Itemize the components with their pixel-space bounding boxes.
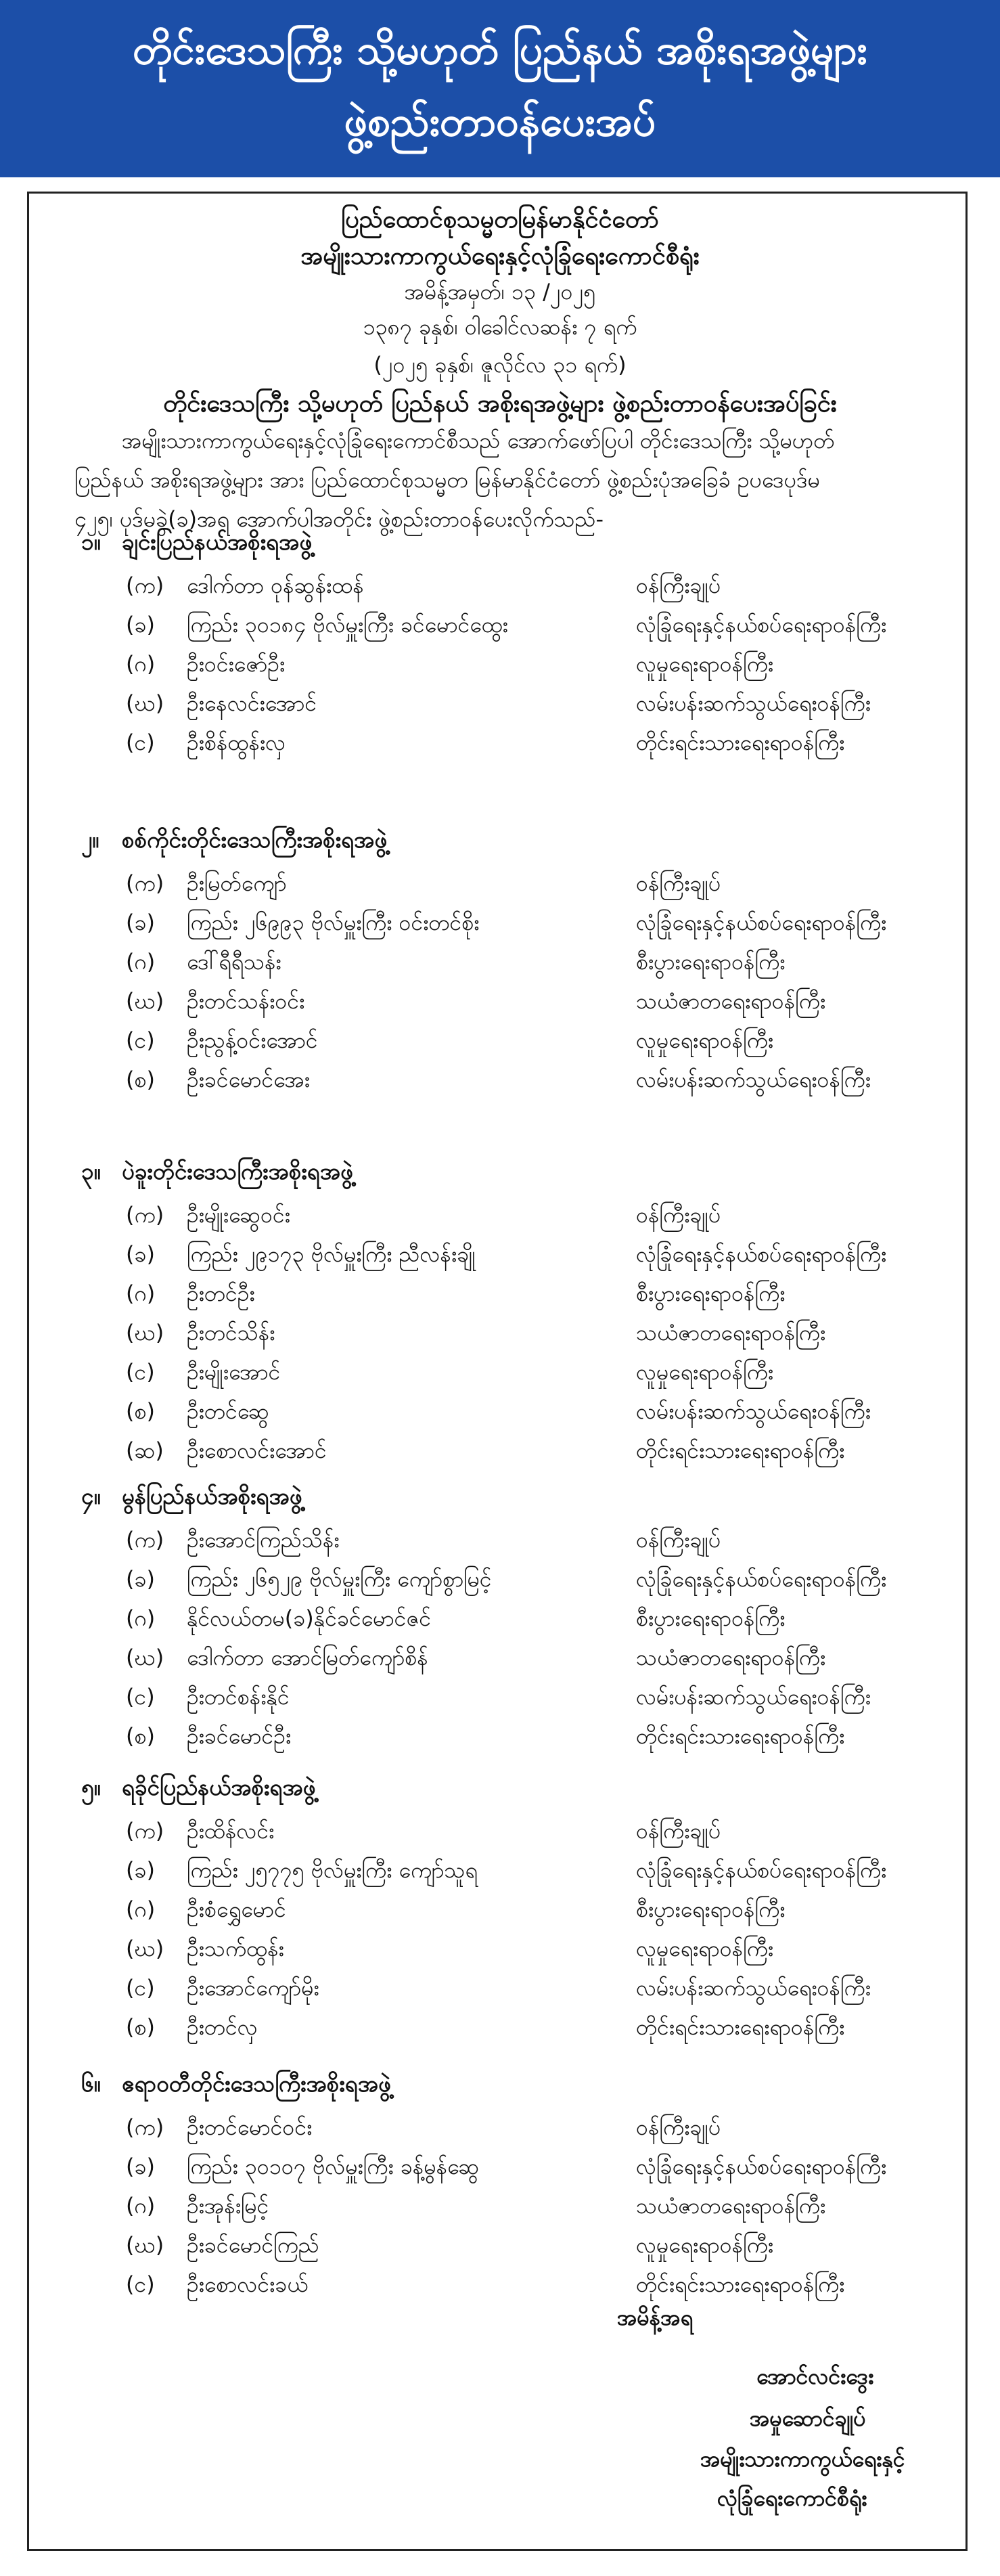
member-label: (ခ) [126,2154,155,2179]
member-label: (စ) [126,1398,155,1424]
member-label: (င) [126,1975,155,2001]
section-number: ၁။ [81,529,101,555]
title-banner [0,0,1000,177]
member-role: သယံဇာတရေးရာဝန်ကြီး [636,1320,826,1346]
member-role: လူမှုရေးရာဝန်ကြီး [636,651,774,677]
member-role: လမ်းပန်းဆက်သွယ်ရေးဝန်ကြီး [636,1975,871,2001]
member-name: ဦးတင်သိန်း [187,1320,275,1346]
section-title: မွန်ပြည်နယ်အစိုးရအဖွဲ့ [122,1483,302,1509]
member-name: ဦးတင်မောင်ဝင်း [187,2114,313,2140]
member-role: စီးပွားရေးရာဝန်ကြီး [636,1605,786,1631]
member-name: ကြည်း ၃၀၁၈၄ ဗိုလ်မှူးကြီး ခင်မောင်ထွေး [187,612,508,638]
header-date-myanmar: ၁၃၈၇ ခုနှစ်၊ ဝါခေါင်လဆန်း ၇ ရက် [363,314,637,340]
member-role: လုံခြုံရေးနှင့်နယ်စပ်ရေးရာဝန်ကြီး [636,910,887,935]
member-role: လမ်းပန်းဆက်သွယ်ရေးဝန်ကြီး [636,690,871,716]
member-role: စီးပွားရေးရာဝန်ကြီး [636,949,786,975]
member-name: ဦးစိန်ထွန်းလှ [187,730,286,755]
member-label: (င) [126,1359,155,1385]
member-label: (ခ) [126,910,155,935]
member-label: (င) [126,730,155,755]
member-role: ဝန်ကြီးချုပ် [636,1818,721,1844]
member-name: ဦးတင်ဆွေ [187,1398,269,1424]
member-role: တိုင်းရင်းသားရေးရာဝန်ကြီး [636,2271,845,2297]
member-name: ဦးနေလင်းအောင် [187,690,317,716]
section-title: ချင်းပြည်နယ်အစိုးရအဖွဲ့ [122,529,313,555]
member-label: (ခ) [126,1857,155,1883]
member-label: (ဃ) [126,988,164,1014]
member-label: (င) [126,1027,155,1053]
intro-paragraph [74,421,934,539]
member-label: (ဃ) [126,2232,164,2258]
member-role: လုံခြုံရေးနှင့်နယ်စပ်ရေးရာဝန်ကြီး [636,1566,887,1592]
section-number: ၆။ [81,2070,101,2097]
member-name: ဦးအောင်ကြည်သိန်း [187,1527,340,1553]
member-name: ဦးညွန့်ဝင်းအောင် [187,1027,318,1053]
member-role: လူမှုရေးရာဝန်ကြီး [636,1359,774,1385]
section-title: ပဲခူးတိုင်းဒေသကြီးအစိုးရအဖွဲ့ [122,1158,353,1184]
member-name: ဒေါ်ရီရီသန်း [187,949,281,975]
member-name: ဦးစောလင်းအောင် [187,1438,327,1463]
member-name: ဦးအောင်ကျော်မိုး [187,1975,319,2001]
banner-line-1: တိုင်းဒေသကြီး သို့မဟုတ် ပြည်နယ် အစိုးရအဖွဲ့များ [133,26,867,74]
member-name: ဦးသက်ထွန်း [187,1936,284,1961]
member-label: (ဂ) [126,949,156,975]
member-role: စီးပွားရေးရာဝန်ကြီး [636,1281,786,1306]
member-role: ဝန်ကြီးချုပ် [636,573,721,598]
section-number: ၅။ [81,1774,101,1800]
member-role: ဝန်ကြီးချုပ် [636,2114,721,2140]
member-label: (ဂ) [126,2193,156,2219]
member-name: ဦးမြတ်ကျော် [187,870,287,896]
member-label: (က) [126,573,164,598]
member-name: ဦးထိန်လင်း [187,1818,275,1844]
section-title: ဧရာဝတီတိုင်းဒေသကြီးအစိုးရအဖွဲ့ [122,2070,391,2097]
member-role: လုံခြုံရေးနှင့်နယ်စပ်ရေးရာဝန်ကြီး [636,2154,887,2179]
member-name: ဦးတင်သန်းဝင်း [187,988,305,1014]
member-name: ဦးအုန်းမြင့် [187,2193,269,2219]
section-heading [81,2070,391,2103]
section-title: ရခိုင်ပြည်နယ်အစိုးရအဖွဲ့ [122,1774,316,1800]
section-heading [81,826,387,859]
header-office: အမျိုးသားကာကွယ်ရေးနှင့်လုံခြုံရေးကောင်စီရုံး [300,242,700,270]
member-label: (ဃ) [126,690,164,716]
member-label: (ဃ) [126,1936,164,1961]
signatory-name: အောင်လင်းဒွေး [756,2363,874,2389]
member-name: ကြည်း ၂၉၁၇၃ ဗိုလ်မှူးကြီး ညီလန်းချို [187,1241,476,1267]
member-role: လမ်းပန်းဆက်သွယ်ရေးဝန်ကြီး [636,1684,871,1710]
intro-line-1: အမျိုးသားကာကွယ်ရေးနှင့်လုံခြုံရေးကောင်စီသည် အောက်ဖော်ပြပါ တိုင်းဒေသကြီး သို့မဟုတ် [122,428,835,453]
member-name: ကြည်း ၂၆၅၂၉ ဗိုလ်မှူးကြီး ကျော်စွာမြင့် [187,1566,492,1592]
member-role: စီးပွားရေးရာဝန်ကြီး [636,1896,786,1922]
section-heading [81,1773,316,1806]
member-label: (င) [126,2271,155,2297]
section-number: ၄။ [81,1483,101,1509]
member-name: ကြည်း ၃၀၁၀၇ ဗိုလ်မှူးကြီး ခန့်မွန်ဆွေ [187,2154,480,2179]
header-country: ပြည်ထောင်စုသမ္မတမြန်မာနိုင်ငံတော် [341,206,659,234]
header-order-number: အမိန့်အမှတ်၊ ၁၃ /၂၀၂၅ [404,279,596,305]
member-role: တိုင်းရင်းသားရေးရာဝန်ကြီး [636,2014,845,2040]
member-label: (ဂ) [126,651,156,677]
member-role: ဝန်ကြီးချုပ် [636,870,721,896]
member-label: (က) [126,870,164,896]
member-role: သယံဇာတရေးရာဝန်ကြီး [636,1645,826,1670]
member-role: တိုင်းရင်းသားရေးရာဝန်ကြီး [636,730,845,755]
member-role: လုံခြုံရေးနှင့်နယ်စပ်ရေးရာဝန်ကြီး [636,1241,887,1267]
member-label: (စ) [126,1723,155,1749]
member-label: (ခ) [126,1566,155,1592]
header-title: တိုင်းဒေသကြီး သို့မဟုတ် ပြည်နယ် အစိုးရအဖွဲ့များ ဖွဲ့စည်းတာဝန်ပေးအပ်ခြင်း [163,390,837,418]
member-name: ဦးမျိုးဆွေဝင်း [187,1202,290,1228]
member-name: ဦးတင်လှ [187,2014,258,2040]
member-name: နိုင်လယ်တမ(ခ)နိုင်ခင်မောင်ဇင် [187,1605,432,1631]
signatory-office-line-1: အမျိုးသားကာကွယ်ရေးနှင့် [700,2446,905,2472]
signatory-title: အမှုဆောင်ချုပ် [750,2405,866,2431]
section-title: စစ်ကိုင်းတိုင်းဒေသကြီးအစိုးရအဖွဲ့ [122,826,388,853]
member-label: (က) [126,1202,164,1228]
header-date-gregorian: (၂၀၂၅ ခုနှစ်၊ ဇူလိုင်လ ၃၁ ရက်) [373,352,627,378]
member-label: (ဂ) [126,1605,156,1631]
section-heading [81,1482,302,1515]
member-role: သယံဇာတရေးရာဝန်ကြီး [636,988,826,1014]
member-role: သယံဇာတရေးရာဝန်ကြီး [636,2193,826,2219]
member-role: ဝန်ကြီးချုပ် [636,1202,721,1228]
member-role: ဝန်ကြီးချုပ် [636,1527,721,1553]
intro-line-3: ၄၂၅၊ ပုဒ်မခွဲ(ခ)အရ အောက်ပါအတိုင်း ဖွဲ့စည်းတာဝန်ပေးလိုက်သည်- [74,506,604,532]
banner-line-2: ဖွဲ့စည်းတာဝန်ပေးအပ် [344,98,656,146]
member-name: ကြည်း ၂၆၉၉၃ ဗိုလ်မှူးကြီး ဝင်းတင်စိုး [187,910,480,935]
closing-by-order: အမိန့်အရ [617,2305,693,2330]
member-label: (ဆ) [126,1438,164,1463]
member-name: ဒေါက်တာ ဝုန်ဆွန်းထန် [187,573,364,598]
member-label: (က) [126,1527,164,1553]
member-role: လူမှုရေးရာဝန်ကြီး [636,2232,774,2258]
member-name: ကြည်း ၂၅၇၇၅ ဗိုလ်မှူးကြီး ကျော်သူရ [187,1857,478,1883]
section-number: ၂။ [81,826,99,853]
signatory-office-line-2: လုံခြုံရေးကောင်စီရုံး [717,2485,867,2511]
member-label: (က) [126,1818,164,1844]
member-role: လုံခြုံရေးနှင့်နယ်စပ်ရေးရာဝန်ကြီး [636,612,887,638]
member-role: တိုင်းရင်းသားရေးရာဝန်ကြီး [636,1438,845,1463]
member-role: လူမှုရေးရာဝန်ကြီး [636,1936,774,1961]
member-label: (ခ) [126,612,155,638]
member-role: လမ်းပန်းဆက်သွယ်ရေးဝန်ကြီး [636,1067,871,1092]
member-role: လူမှုရေးရာဝန်ကြီး [636,1027,774,1053]
member-label: (က) [126,2114,164,2140]
member-label: (င) [126,1684,155,1710]
member-role: တိုင်းရင်းသားရေးရာဝန်ကြီး [636,1723,845,1749]
member-role: လမ်းပန်းဆက်သွယ်ရေးဝန်ကြီး [636,1398,871,1424]
member-name: ဒေါက်တာ အောင်မြတ်ကျော်စိန် [187,1645,428,1670]
member-label: (ဂ) [126,1896,156,1922]
member-role: လုံခြုံရေးနှင့်နယ်စပ်ရေးရာဝန်ကြီး [636,1857,887,1883]
section-heading [81,528,312,561]
member-label: (ဃ) [126,1320,164,1346]
member-name: ဦးစောလင်းခယ် [187,2271,309,2297]
member-name: ဦးစံရွှေမောင် [187,1896,286,1922]
member-name: ဦးတင်စန်းနိုင် [187,1684,290,1710]
member-label: (ခ) [126,1241,155,1267]
member-label: (စ) [126,2014,155,2040]
member-name: ဦးမျိုးအောင် [187,1359,281,1385]
member-name: ဦးခင်မောင်ဦး [187,1723,292,1749]
member-name: ဦးတင်ဦး [187,1281,255,1306]
intro-line-2: ပြည်နယ် အစိုးရအဖွဲ့များ အား ပြည်ထောင်စုသမ္မတ မြန်မာနိုင်ငံတော် ဖွဲ့စည်းပုံအခြေခံ ဥပဒေပုဒ်မ [74,467,820,493]
section-heading [81,1157,353,1191]
member-name: ဦးခင်မောင်အေး [187,1067,310,1092]
member-label: (ဂ) [126,1281,156,1306]
member-name: ဦးခင်မောင်ကြည် [187,2232,319,2258]
member-label: (ဃ) [126,1645,164,1670]
member-name: ဦးဝင်းဇော်ဦး [187,651,286,677]
section-number: ၃။ [81,1158,101,1184]
member-label: (စ) [126,1067,155,1092]
